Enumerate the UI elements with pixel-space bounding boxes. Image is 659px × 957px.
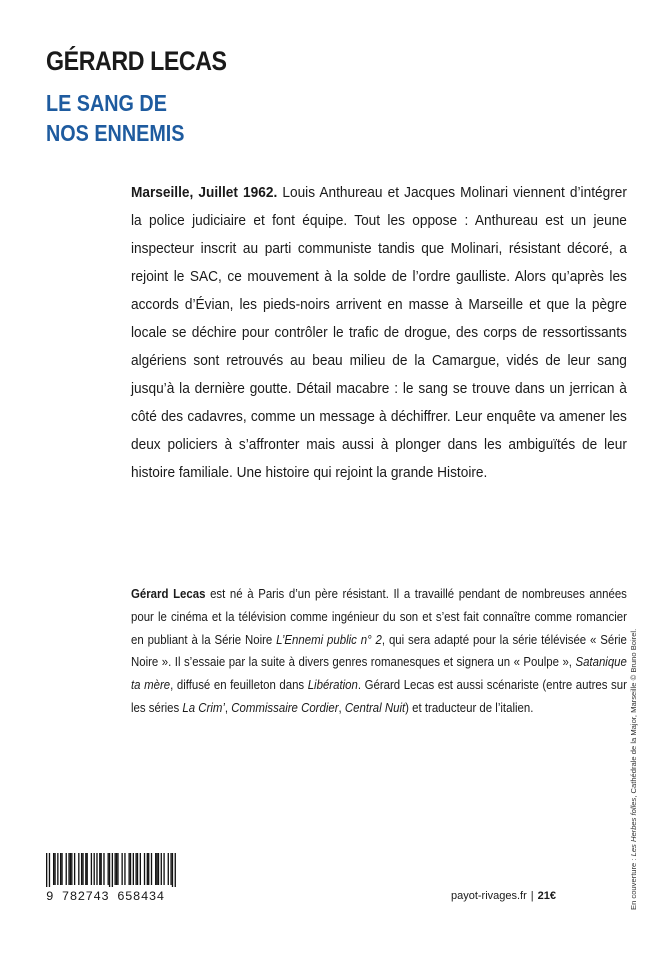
credit-prefix: En couverture : <box>629 856 638 910</box>
bio-text-4: . Gérard Lecas est aussi scénariste (entre autres sur les séries <box>131 678 627 715</box>
barcode-bar <box>46 853 47 887</box>
book-title <box>46 88 184 148</box>
barcode-bar <box>81 853 82 885</box>
barcode-bar <box>74 853 75 885</box>
bio-work-ennemi-public: L’Ennemi public n° 2 <box>276 632 382 647</box>
footer-separator: | <box>530 890 534 902</box>
barcode-bar <box>147 853 148 885</box>
author-name: GÉRARD LECAS <box>46 46 227 76</box>
barcode-bar <box>148 853 149 885</box>
barcode-bar <box>124 853 125 885</box>
barcode-bar <box>168 853 169 885</box>
barcode-bar <box>161 853 162 885</box>
barcode-bar <box>68 853 69 885</box>
bio-work-satanique: Satanique ta mère <box>131 655 627 693</box>
barcode-bar <box>137 853 138 885</box>
publisher-footer <box>451 890 556 902</box>
barcode-bar <box>96 853 97 885</box>
publisher-website[interactable]: payot-rivages.fr <box>450 890 527 902</box>
credit-work: Les Herbes folles <box>629 797 638 857</box>
barcode-bar <box>135 853 136 885</box>
barcode-bar <box>140 853 141 885</box>
barcode-bar <box>128 853 129 885</box>
bio-series-la-crim: La Crim’ <box>182 700 225 715</box>
barcode-bar <box>121 853 122 885</box>
barcode-bar <box>109 853 110 887</box>
bio-text-6: , <box>338 700 345 715</box>
barcode-bars <box>46 853 176 887</box>
bio-author-name: Gérard Lecas <box>131 587 206 601</box>
barcode-bar <box>91 853 92 885</box>
bio-text-1: est né à Paris d’un père résistant. Il a travaillé pendant de nombreuses années pour le cinéma et la télévision comme ingénieur du son et s’est fait connaître comme romancier en publiant à la Série Noire <box>131 587 627 647</box>
barcode-bar <box>116 853 117 885</box>
book-title-line-2: NOS ENNEMIS <box>46 120 185 146</box>
cover-credit <box>629 629 638 910</box>
barcode-bar <box>82 853 83 885</box>
barcode-bar <box>54 853 55 885</box>
barcode-bar <box>130 853 131 885</box>
bio-text-3: , diffusé en feuilleton dans <box>170 678 308 693</box>
barcode-bar <box>155 853 156 885</box>
barcode-bar <box>49 853 50 887</box>
bio-text-7: ) et traducteur de l’italien. <box>405 700 534 715</box>
author-bio-paragraph <box>131 583 627 720</box>
price-label: 21€ <box>537 890 556 902</box>
barcode-bar <box>57 853 58 885</box>
barcode-bar <box>108 853 109 885</box>
barcode-bar <box>170 853 171 885</box>
bio-text-5: , <box>224 700 232 715</box>
barcode-bar <box>94 853 95 885</box>
barcode-bar <box>87 853 88 885</box>
book-title-line-1: LE SANG DE <box>46 90 167 116</box>
barcode-bar <box>61 853 62 885</box>
barcode-bar <box>151 853 152 885</box>
barcode-bar <box>172 853 173 887</box>
barcode-bar <box>103 853 104 885</box>
barcode-bar <box>60 853 61 885</box>
barcode-bar <box>71 853 72 885</box>
barcode-bar <box>156 853 157 885</box>
isbn-number: 9 782743 658434 <box>46 890 165 904</box>
barcode-bar <box>85 853 86 885</box>
barcode-bar <box>144 853 145 885</box>
synopsis-text: Louis Anthureau et Jacques Molinari viennent d’intégrer la police judiciaire et font équipe. Tout les oppose : Anthureau est un jeune inspecteur inscrit au parti communiste tandis que Molinari, résistant décoré, a rejoint le SAC, ce mouvement à la solde de l’ordre gaulliste. Alors qu’après les accords d’Évian, les pieds-noirs arrivent en masse à Marseille et que la pègre locale se déchire pour contrôler le trafic de drogue, des corps de ressortissants algériens sont retrouvés au beau milieu de la Camargue, vidés de leur sang jusqu’à la dernière goutte. Détail macabre : le sang se trouve dans un jerrican à côté des cadavres, comme un message à déchiffrer. Leur enquête va amener les deux policiers à s’affronter mais aussi à plonger dans les ambiguïtés de leur histoire familiale. Une histoire qui rejoint la grande Histoire. <box>131 184 627 481</box>
barcode-bar <box>101 853 102 885</box>
barcode-bar <box>175 853 176 887</box>
barcode-bar <box>53 853 54 885</box>
barcode-bar <box>78 853 79 885</box>
bio-text-2: , qui sera adapté pour la série télévisée « Série Noire ». Il s’essaie par la suite à divers genres romanesques et signera un « Poulpe », <box>131 632 627 670</box>
synopsis-paragraph <box>131 179 627 487</box>
synopsis-lead: Marseille, Juillet 1962. <box>131 184 278 201</box>
barcode-bar <box>133 853 134 885</box>
bio-work-liberation: Libération <box>307 678 358 693</box>
barcode-bar <box>99 853 100 885</box>
barcode-bar <box>158 853 159 885</box>
barcode-bar <box>66 853 67 885</box>
barcode-bar <box>114 853 115 885</box>
barcode-bar <box>163 853 164 885</box>
bio-series-commissaire-cordier: Commissaire Cordier <box>231 700 339 715</box>
credit-rest: , Cathédrale de la Major, Marseille © Bruno Boirel. <box>629 628 638 798</box>
barcode-bar <box>70 853 71 885</box>
barcode-bar <box>112 853 113 887</box>
barcode-bar <box>117 853 118 885</box>
bio-series-central-nuit: Central Nuit <box>344 700 406 715</box>
